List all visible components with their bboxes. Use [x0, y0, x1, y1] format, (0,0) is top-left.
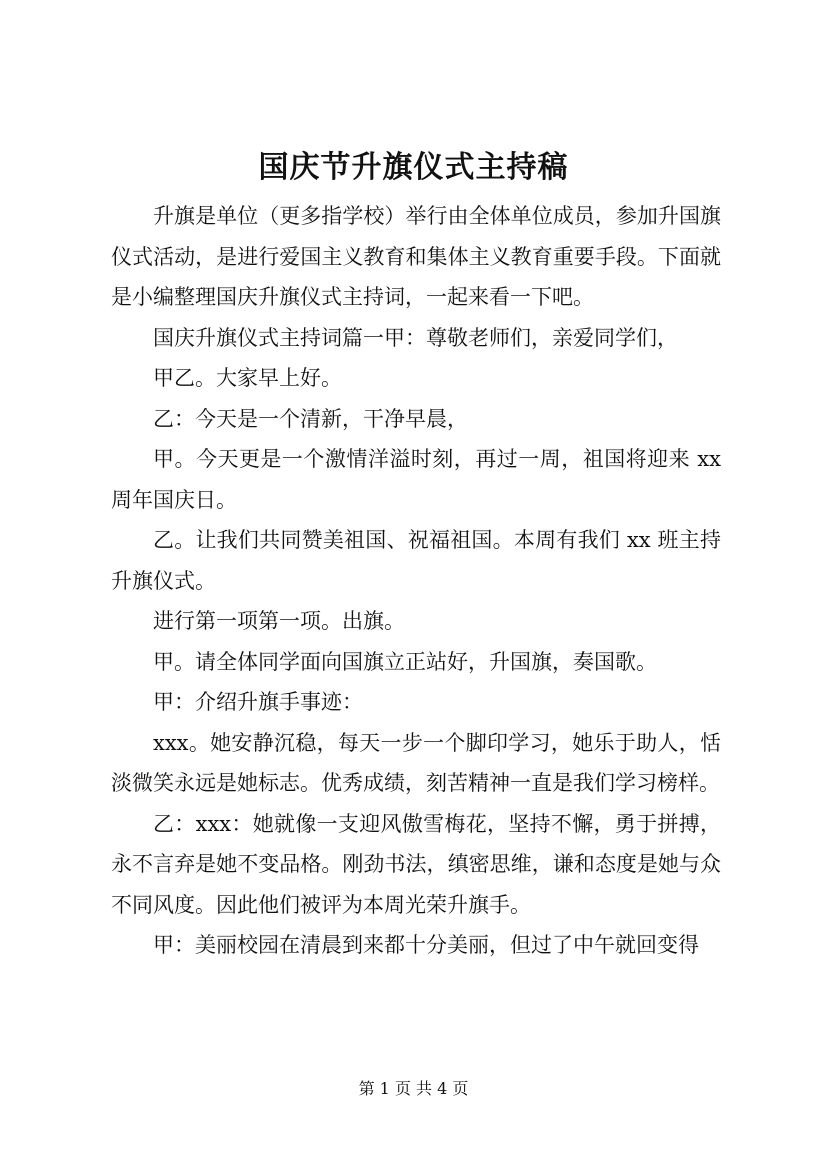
paragraph: 甲。今天更是一个激情洋溢时刻，再过一周，祖国将迎来 xx 周年国庆日。 — [111, 447, 721, 512]
paragraph: 甲乙。大家早上好。 — [153, 366, 342, 390]
paragraph: 甲：美丽校园在清晨到来都十分美丽，但过了中午就回变得 — [153, 933, 699, 957]
document-body — [111, 196, 721, 966]
paragraph: 进行第一项第一项。出旗。 — [153, 609, 405, 633]
paragraph: 乙：xxx：她就像一支迎风傲雪梅花，坚持不懈，勇于拼搏，永不言弃是她不变品格。刚劲书法，缜密思维，谦和态度是她与众不同风度。因此他们被评为本周光荣升旗手。 — [111, 811, 721, 917]
paragraph: 国庆升旗仪式主持词篇一甲：尊敬老师们，亲爱同学们， — [153, 325, 678, 350]
paragraph: 乙。让我们共同赞美祖国、祝福祖国。本周有我们 xx 班主持升旗仪式。 — [111, 528, 721, 593]
paragraph: 乙：今天是一个清新，干净早晨， — [153, 406, 468, 431]
document-title: 国庆节升旗仪式主持稿 — [258, 150, 569, 185]
paragraph: 升旗是单位（更多指学校）举行由全体单位成员，参加升国旗仪式活动，是进行爱国主义教育和集体主义教育重要手段。下面就是小编整理国庆升旗仪式主持词，一起来看一下吧。 — [111, 204, 721, 309]
page-footer: 第 1 页 共 4 页 — [358, 1079, 469, 1098]
paragraph: 甲：介绍升旗手事迹： — [153, 690, 363, 714]
paragraph: xxx。她安静沉稳，每天一步一个脚印学习，她乐于助人，恬淡微笑永远是她标志。优秀成绩，刻苦精神一直是我们学习榜样。 — [111, 730, 721, 795]
paragraph: 甲。请全体同学面向国旗立正站好，升国旗，奏国歌。 — [153, 649, 657, 674]
